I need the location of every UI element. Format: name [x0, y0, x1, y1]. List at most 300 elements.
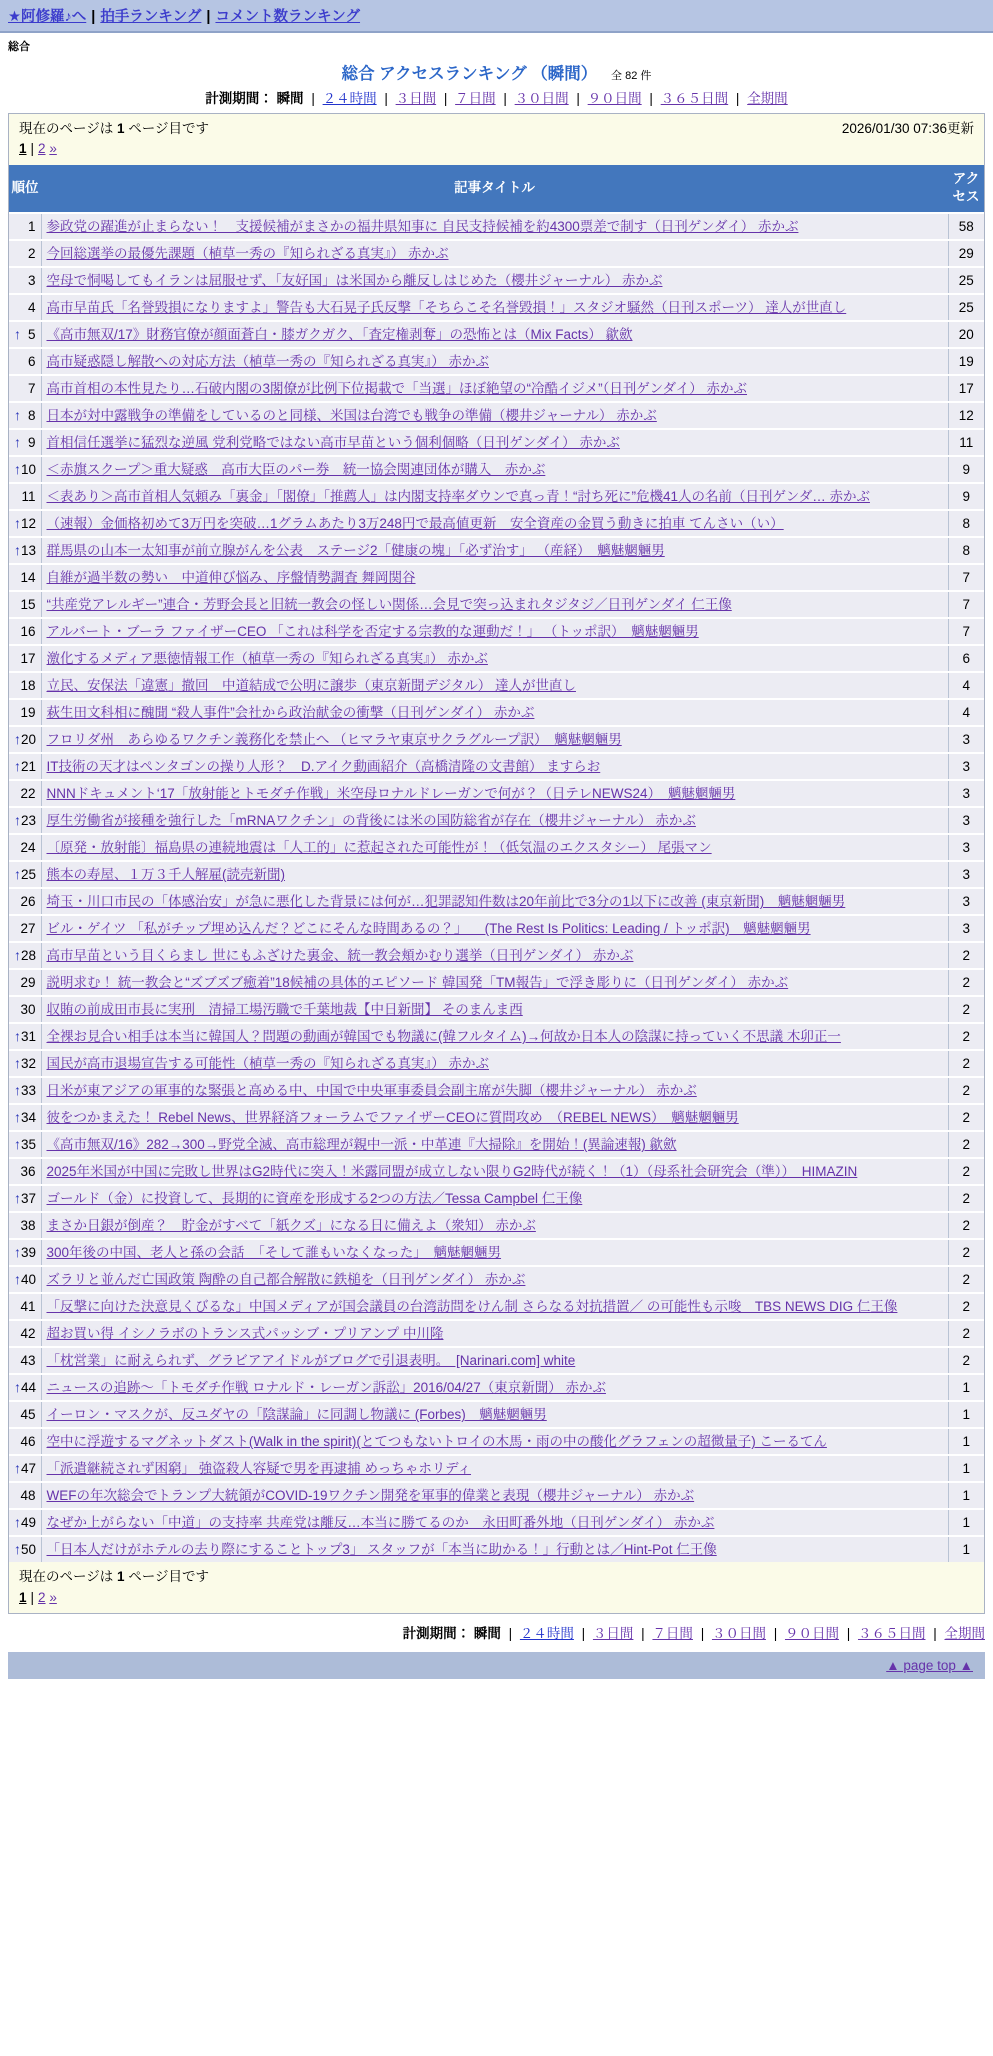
article-link[interactable]: 日本が対中露戦争の準備をしているのと同様、米国は台湾でも戦争の準備（櫻井ジャーナル） 赤かぶ	[46, 408, 657, 424]
table-row	[9, 1428, 984, 1455]
article-link[interactable]: 高市早苗氏「名誉毀損になりますよ」警告も大石晃子氏反撃「そちらこそ名誉毀損！」スタジオ騒然（日刊スポーツ） 達人が世直し	[46, 300, 847, 316]
rank-number: 18	[20, 678, 36, 694]
access-cell	[948, 1023, 984, 1050]
article-link[interactable]: （速報）金価格初めて3万円を突破…1グラムあたり3万248円で最高値更新 安全資産の金買う動きに拍車 てんさい（い）	[46, 516, 784, 532]
access-cell	[948, 1347, 984, 1374]
table-row	[9, 1293, 984, 1320]
separator: |	[645, 91, 657, 106]
table-row	[9, 402, 984, 429]
title-cell	[41, 1104, 948, 1131]
table-row	[9, 483, 984, 510]
page-current[interactable]: 1	[19, 1589, 27, 1605]
table-row	[9, 510, 984, 537]
access-cell	[948, 1293, 984, 1320]
rank-number: 31	[21, 1029, 37, 1045]
rank-number: 34	[21, 1110, 37, 1126]
rank-number: 26	[20, 894, 36, 910]
table-row	[9, 888, 984, 915]
article-link[interactable]: 説明求む！ 統一教会と“ズブズブ癒着”18候補の具体的エピソード 韓国発「TM報告」で浮き彫りに（日刊ゲンダイ） 赤かぶ	[46, 975, 789, 991]
rank-number: 43	[20, 1353, 36, 1369]
page-next-link[interactable]: »	[49, 141, 57, 157]
rank-number: 45	[20, 1407, 36, 1423]
rank-cell	[9, 1320, 41, 1347]
rank-number: 37	[21, 1191, 37, 1207]
updated-timestamp: 2026/01/30 07:36更新	[841, 121, 974, 136]
separator: |	[91, 9, 96, 25]
access-count: 2	[962, 1056, 970, 1072]
up-arrow-icon: ↑	[14, 542, 21, 559]
table-row	[9, 1185, 984, 1212]
article-link[interactable]: 「反撃に向けた決意見くびるな」中国メディアが国会議員の台湾訪問をけん制 さらなる対抗措置／ の可能性も示唆 TBS NEWS DIG 仁王像	[46, 1299, 898, 1315]
access-cell	[948, 861, 984, 888]
title-cell	[41, 1131, 948, 1158]
period-link[interactable]: ９０日間	[784, 1625, 839, 1641]
rank-cell	[9, 1158, 41, 1185]
access-count: 3	[962, 732, 970, 748]
topnav-link-comment-ranking[interactable]: コメント数ランキング	[215, 9, 361, 25]
article-link[interactable]: 2025年米国が中国に完敗し世界はG2時代に突入！米露同盟が成立しない限りG2時代が続く！（1）（母系社会研究会（準）） HIMAZIN	[46, 1164, 858, 1180]
page-top-bar	[8, 1652, 985, 1679]
access-count: 7	[962, 624, 970, 640]
rank-cell	[9, 645, 41, 672]
access-cell	[948, 807, 984, 834]
access-count: 3	[962, 894, 970, 910]
table-row	[9, 672, 984, 699]
title-column-header: 記事タイトル	[41, 165, 948, 214]
title-cell	[41, 699, 948, 726]
article-link[interactable]: 高市首相の本性見たり…石破内閣の3閣僚が比例下位掲載で「当選」ほぼ絶望の“冷酷イジメ”（日刊ゲンダイ） 赤かぶ	[46, 381, 748, 397]
period-label: 計測期間：	[402, 1625, 471, 1641]
up-arrow-icon: ↑	[14, 866, 21, 883]
access-count: 2	[962, 1245, 970, 1261]
period-link[interactable]: ７日間	[652, 1625, 693, 1641]
period-link[interactable]: ２４時間	[519, 1625, 574, 1641]
period-links	[307, 91, 787, 106]
title-cell	[41, 888, 948, 915]
article-link[interactable]: なぜか上がらない「中道」の支持率 共産党は離反…本当に勝てるのか 永田町番外地（日刊ゲンダイ） 赤かぶ	[46, 1515, 715, 1531]
table-row	[9, 1077, 984, 1104]
access-count: 4	[962, 678, 970, 694]
access-cell	[948, 1482, 984, 1509]
period-link[interactable]: 全期間	[747, 91, 788, 106]
title-cell	[41, 1050, 948, 1077]
current-period: 瞬間	[276, 91, 304, 106]
access-cell	[948, 618, 984, 645]
access-count: 2	[962, 1299, 970, 1315]
access-count: 29	[958, 246, 974, 262]
rank-cell	[9, 1239, 41, 1266]
article-link[interactable]: ＜表あり＞高市首相人気頼み「裏金」「閣僚」「推薦人」は内閣支持率ダウンで真っ青！“討ち死に”危機41人の名前（日刊ゲンダ… 赤かぶ	[46, 489, 870, 505]
rank-cell	[9, 780, 41, 807]
table-row	[9, 1401, 984, 1428]
period-link[interactable]: ３日間	[592, 1625, 634, 1641]
access-count: 3	[962, 840, 970, 856]
rank-number: 41	[20, 1299, 36, 1315]
rank-number: 12	[21, 516, 37, 532]
up-arrow-icon: ↑	[14, 1541, 21, 1558]
period-link[interactable]: ７日間	[455, 91, 496, 106]
rank-number: 22	[20, 786, 36, 802]
rank-number: 11	[21, 489, 36, 505]
access-cell	[948, 1266, 984, 1293]
title-cell	[41, 321, 948, 348]
article-link[interactable]: 《高市無双/17》財務官僚が顔面蒼白・膝ガクガク、「査定権剥奪」の恐怖とは（Mix Facts） 歙歛	[46, 327, 633, 343]
rank-cell	[9, 1077, 41, 1104]
title-cell	[41, 510, 948, 537]
rank-number: 19	[20, 705, 36, 721]
access-count: 20	[958, 327, 974, 343]
rank-number: 25	[21, 867, 37, 883]
rank-cell	[9, 294, 41, 321]
access-cell	[948, 645, 984, 672]
separator: |	[311, 91, 319, 106]
article-link[interactable]: WEFの年次総会でトランプ大統領がCOVID-19ワクチン開発を軍事的偉業と表現（櫻井ジャーナル） 赤かぶ	[46, 1488, 695, 1504]
article-link[interactable]: IT技術の天才はペンタゴンの操り人形？ D.アイク動画紹介（高橋清隆の文書館） ますらお	[46, 759, 601, 775]
access-cell	[948, 1536, 984, 1562]
topnav-link-home[interactable]: ★阿修羅♪へ	[8, 9, 87, 25]
article-link[interactable]: 厚生労働省が接種を強行した「mRNAワクチン」の背後には米の国防総省が存在（櫻井ジャーナル） 赤かぶ	[46, 813, 696, 829]
title-cell	[41, 483, 948, 510]
article-link[interactable]: ゴールド（金）に投資して、長期的に資産を形成する2つの方法／Tessa Campbel 仁王像	[46, 1191, 583, 1207]
article-link[interactable]: 空母で恫喝してもイランは屈服せず、「友好国」は米国から離反しはじめた（櫻井ジャーナル） 赤かぶ	[46, 273, 663, 289]
article-link[interactable]: 〔原発・放射能〕福島県の連続地震は「人工的」に惹起された可能性が！（低気温のエクスタシー） 尾張マン	[46, 840, 712, 856]
rank-cell	[9, 915, 41, 942]
separator: |	[696, 1625, 708, 1641]
table-row	[9, 1320, 984, 1347]
table-row	[9, 564, 984, 591]
title-cell	[41, 1428, 948, 1455]
article-link[interactable]: ＜赤旗スクープ＞重大疑惑 高市大臣のパー券 統一協会関連団体が購入 赤かぶ	[46, 462, 546, 478]
rank-cell	[9, 591, 41, 618]
separator: |	[380, 91, 392, 106]
category-label: 総合	[8, 41, 30, 53]
table-row	[9, 1266, 984, 1293]
access-cell	[948, 456, 984, 483]
article-link[interactable]: 「日本人だけがホテルの去り際にすることトップ3」 スタッフが「本当に助かる！」行動とは／Hint-Pot 仁王像	[46, 1542, 717, 1558]
rank-number: 21	[21, 759, 37, 775]
access-cell	[948, 969, 984, 996]
rank-number: 7	[27, 381, 36, 397]
title-cell	[41, 348, 948, 375]
title-cell	[41, 834, 948, 861]
article-link[interactable]: ビル・ゲイツ 「私がチップ埋め込んだ？どこにそんな時間あるの？」 (The Rest Is Politics: Leading / トッポ訳) 魑魅魍魎男	[46, 921, 811, 937]
rank-number: 13	[21, 543, 37, 559]
table-row	[9, 1239, 984, 1266]
access-cell	[948, 267, 984, 294]
rank-cell	[9, 1536, 41, 1562]
article-link[interactable]: ズラリと並んだ亡国政策 陶酔の自己都合解散に鉄槌を（日刊ゲンダイ） 赤かぶ	[46, 1272, 526, 1288]
ranking-panel	[8, 113, 985, 1614]
page-next-link[interactable]: »	[49, 1589, 57, 1605]
rank-cell	[9, 1428, 41, 1455]
table-row	[9, 240, 984, 267]
access-count: 2	[962, 1137, 970, 1153]
title-cell	[41, 564, 948, 591]
rank-number: 5	[27, 327, 36, 343]
title-cell	[41, 402, 948, 429]
rank-cell	[9, 996, 41, 1023]
up-arrow-icon: ↑	[14, 1190, 21, 1207]
access-cell	[948, 672, 984, 699]
period-link[interactable]: ９０日間	[587, 91, 642, 106]
article-link[interactable]: まさか日銀が倒産？ 貯金がすべて「紙クズ」になる日に備えよ（衆知） 赤かぶ	[46, 1218, 536, 1234]
table-row	[9, 537, 984, 564]
rank-number: 4	[27, 300, 36, 316]
topnav-link-clap-ranking[interactable]: 拍手ランキング	[100, 9, 202, 25]
access-cell	[948, 1320, 984, 1347]
title-cell	[41, 807, 948, 834]
table-row	[9, 591, 984, 618]
period-link[interactable]: 全期間	[944, 1625, 985, 1641]
separator: |	[508, 1625, 516, 1641]
rank-cell	[9, 321, 41, 348]
access-count: 2	[962, 1191, 970, 1207]
table-row	[9, 267, 984, 294]
table-row	[9, 1374, 984, 1401]
table-row	[9, 321, 984, 348]
up-arrow-icon: ↑	[14, 758, 21, 775]
access-count: 1	[962, 1461, 970, 1477]
access-count: 11	[959, 435, 974, 451]
article-link[interactable]: イーロン・マスクが、反ユダヤの「陰謀論」に同調し物議に (Forbes) 魑魅魍魎男	[46, 1407, 547, 1423]
article-link[interactable]: 熊本の寿屋、１万３千人解雇(読売新聞)	[46, 867, 285, 883]
access-count: 25	[958, 300, 974, 316]
table-row	[9, 834, 984, 861]
page-link-2[interactable]: 2	[38, 141, 46, 157]
access-cell	[948, 1509, 984, 1536]
access-cell	[948, 321, 984, 348]
table-row	[9, 1104, 984, 1131]
period-link[interactable]: ３日間	[395, 91, 437, 106]
table-row	[9, 375, 984, 402]
period-link[interactable]: ３６５日間	[857, 1625, 926, 1641]
access-count: 58	[958, 219, 974, 235]
article-link[interactable]: “共産党アレルギー”連合・芳野会長と旧統一教会の怪しい関係…会見で突っ込まれタジタジ／日刊ゲンダイ 仁王像	[46, 597, 732, 613]
separator: |	[769, 1625, 781, 1641]
table-row	[9, 1455, 984, 1482]
title-cell	[41, 753, 948, 780]
table-row	[9, 1536, 984, 1562]
separator: |	[842, 1625, 854, 1641]
rank-cell	[9, 348, 41, 375]
article-link[interactable]: 激化するメディア悪徳情報工作（植草一秀の『知られざる真実』） 赤かぶ	[46, 651, 488, 667]
up-arrow-icon: ↑	[14, 407, 21, 424]
access-count: 8	[962, 516, 970, 532]
title-cell	[41, 1401, 948, 1428]
table-row	[9, 807, 984, 834]
rank-number: 33	[21, 1083, 37, 1099]
table-row	[9, 861, 984, 888]
article-link[interactable]: 収賄の前成田市長に実刑 清掃工場汚職で千葉地裁【中日新聞】 そのまんま西	[46, 1002, 523, 1018]
table-row	[9, 915, 984, 942]
page-status: 現在のページは 1 ページ目です	[19, 121, 209, 136]
article-link[interactable]: NNNドキュメント‘17「放射能とトモダチ作戦」米空母ロナルドレーガンで何が？（日テレNEWS24） 魑魅魍魎男	[46, 786, 736, 802]
article-link[interactable]: 全裸お見合い相手は本当に韓国人？問題の動画が韓国でも物議に(韓フルタイム)→何故か日本人の陰謀に持っていく不思議 木卯正一	[46, 1029, 841, 1045]
rank-number: 14	[20, 570, 36, 586]
access-count: 8	[962, 543, 970, 559]
title-cell	[41, 726, 948, 753]
period-link[interactable]: ３６５日間	[660, 91, 729, 106]
article-link[interactable]: 高市早苗という目くらまし 世にもふざけた裏金、統一教会頬かむり選挙（日刊ゲンダイ） 赤かぶ	[46, 948, 634, 964]
access-cell	[948, 429, 984, 456]
period-link[interactable]: ３０日間	[711, 1625, 766, 1641]
title-cell	[41, 1536, 948, 1562]
access-cell	[948, 483, 984, 510]
access-count: 2	[962, 1110, 970, 1126]
article-link[interactable]: 超お買い得 イシノラボのトランス式パッシブ・プリアンプ 中川隆	[46, 1326, 444, 1342]
title-cell	[41, 213, 948, 240]
title-cell	[41, 429, 948, 456]
article-link[interactable]: 参政党の躍進が止まらない！ 支援候補がまさかの福井県知事に 自民支持候補を約4300票差で制す（日刊ゲンダイ） 赤かぶ	[46, 219, 799, 235]
access-count: 19	[958, 354, 974, 370]
rank-cell	[9, 1374, 41, 1401]
up-arrow-icon: ↑	[14, 1379, 21, 1396]
title-cell	[41, 1212, 948, 1239]
rank-cell	[9, 672, 41, 699]
access-count: 2	[962, 1326, 970, 1342]
rank-cell	[9, 1266, 41, 1293]
rank-cell	[9, 1509, 41, 1536]
title-cell	[41, 915, 948, 942]
page-current[interactable]: 1	[19, 141, 27, 157]
article-link[interactable]: 300年後の中国、老人と孫の会話 「そして誰もいなくなった」 魑魅魍魎男	[46, 1245, 502, 1261]
up-arrow-icon: ↑	[14, 1109, 21, 1126]
separator: |	[440, 91, 452, 106]
title-cell	[41, 537, 948, 564]
article-link[interactable]: 「枕営業」に耐えられず、グラビアアイドルがブログで引退表明。 [Narinari.com] white	[46, 1353, 576, 1369]
article-link[interactable]: 今回総選挙の最優先課題（植草一秀の『知られざる真実』） 赤かぶ	[46, 246, 449, 262]
article-link[interactable]: 自維が過半数の勢い 中道伸び悩み、序盤情勢調査 舞岡関谷	[46, 570, 416, 586]
title-cell	[41, 591, 948, 618]
article-link[interactable]: ニュースの追跡〜「トモダチ作戦 ロナルド・レーガン訴訟」2016/04/27（東京新聞） 赤かぶ	[46, 1380, 606, 1396]
access-cell	[948, 1158, 984, 1185]
table-row	[9, 456, 984, 483]
access-cell	[948, 1428, 984, 1455]
title-cell	[41, 240, 948, 267]
rank-cell	[9, 564, 41, 591]
access-count: 3	[962, 813, 970, 829]
article-link[interactable]: 空中に浮遊するマグネットダスト(Walk in the spirit)(とてつもないトロイの木馬・雨の中の酸化グラフェンの超微量子) こーるてん	[46, 1434, 827, 1450]
access-count: 3	[962, 867, 970, 883]
rank-column-header: 順位	[9, 165, 41, 214]
rank-cell	[9, 267, 41, 294]
rank-cell	[9, 240, 41, 267]
up-arrow-icon: ↑	[14, 1460, 21, 1477]
title-cell	[41, 672, 948, 699]
access-cell	[948, 294, 984, 321]
period-link[interactable]: ３０日間	[514, 91, 569, 106]
title-cell	[41, 1455, 948, 1482]
table-row	[9, 699, 984, 726]
top-nav-bar	[0, 0, 993, 33]
period-link[interactable]: ２４時間	[322, 91, 377, 106]
access-cell	[948, 834, 984, 861]
rank-cell	[9, 753, 41, 780]
article-link[interactable]: 高市疑惑隠し解散への対応方法（植草一秀の『知られざる真実』） 赤かぶ	[46, 354, 489, 370]
period-selector	[8, 1622, 985, 1642]
up-arrow-icon: ↑	[14, 812, 21, 829]
access-count: 1	[962, 1380, 970, 1396]
article-link[interactable]: 立民、安保法「違憲」撤回 中道結成で公明に譲歩（東京新聞デジタル） 達人が世直し	[46, 678, 576, 694]
access-count: 1	[962, 1515, 970, 1531]
rank-cell	[9, 510, 41, 537]
rank-cell	[9, 1401, 41, 1428]
access-count: 1	[962, 1434, 970, 1450]
title-cell	[41, 375, 948, 402]
ranking-table-body	[9, 213, 984, 1562]
rank-cell	[9, 942, 41, 969]
separator: |	[732, 91, 744, 106]
rank-cell	[9, 456, 41, 483]
article-link[interactable]: 日米が東アジアの軍事的な緊張と高める中、中国で中央軍事委員会副主席が失脚（櫻井ジャーナル） 赤かぶ	[46, 1083, 697, 1099]
rank-cell	[9, 1050, 41, 1077]
article-link[interactable]: 彼をつかまえた！ Rebel News、世界経済フォーラムでファイザーCEOに質問攻め （REBEL NEWS） 魑魅魍魎男	[46, 1110, 739, 1126]
article-link[interactable]: 群馬県の山本一太知事が前立腺がんを公表 ステージ2「健康の塊」「必ず治す」 （産経） 魑魅魍魎男	[46, 543, 665, 559]
access-cell	[948, 510, 984, 537]
table-row	[9, 942, 984, 969]
page-link-2[interactable]: 2	[38, 1589, 46, 1605]
article-link[interactable]: 埼玉・川口市民の「体感治安」が急に悪化した背景には何が…犯罪認知件数は20年前比で3分の1以下に改善 (東京新聞) 魑魅魍魎男	[46, 894, 846, 910]
table-header-row	[9, 165, 984, 214]
rank-cell	[9, 429, 41, 456]
title-cell	[41, 1482, 948, 1509]
access-count: 2	[962, 1353, 970, 1369]
rank-number: 47	[21, 1461, 37, 1477]
title-cell	[41, 294, 948, 321]
article-link[interactable]: 首相信任選挙に猛烈な逆風 党利党略ではない高市早苗という個利個略（日刊ゲンダイ） 赤かぶ	[46, 435, 620, 451]
up-arrow-icon: ↑	[14, 1271, 21, 1288]
article-link[interactable]: 萩生田文科相に醜聞 “殺人事件”会社から政治献金の衝撃（日刊ゲンダイ） 赤かぶ	[46, 705, 535, 721]
access-cell	[948, 1212, 984, 1239]
title-cell	[41, 1077, 948, 1104]
rank-cell	[9, 618, 41, 645]
total-count: 全 82 件	[611, 70, 652, 82]
access-count: 1	[962, 1488, 970, 1504]
rank-number: 6	[27, 354, 36, 370]
rank-cell	[9, 1455, 41, 1482]
article-link[interactable]: 《高市無双/16》282→300→野党全滅、高市総理が親中一派・中革連『大掃除』を開始！(異論速報) 歙歛	[46, 1137, 677, 1153]
rank-cell	[9, 1347, 41, 1374]
article-link[interactable]: フロリダ州 あらゆるワクチン義務化を禁止へ （ヒマラヤ東京サクラグループ訳） 魑魅魍魎男	[46, 732, 622, 748]
rank-cell	[9, 834, 41, 861]
up-arrow-icon: ↑	[14, 515, 21, 532]
access-count: 7	[962, 570, 970, 586]
period-links	[505, 1626, 985, 1641]
access-count: 25	[958, 273, 974, 289]
rank-number: 38	[20, 1218, 36, 1234]
rank-cell	[9, 1212, 41, 1239]
article-link[interactable]: 「派遣継続されず困窮」 強盗殺人容疑で男を再逮捕 めっちゃホリディ	[46, 1461, 472, 1477]
up-arrow-icon: ↑	[14, 731, 21, 748]
page-top-link[interactable]: ▲ page top ▲	[886, 1657, 973, 1673]
table-row	[9, 1212, 984, 1239]
rank-number: 16	[20, 624, 36, 640]
title-cell	[41, 1374, 948, 1401]
article-link[interactable]: 国民が高市退場宣告する可能性（植草一秀の『知られざる真実』） 赤かぶ	[46, 1056, 489, 1072]
table-row	[9, 753, 984, 780]
table-row	[9, 294, 984, 321]
pagination-bottom	[9, 1562, 984, 1613]
page-title: 総合 アクセスランキング （瞬間）	[341, 65, 598, 83]
rank-number: 10	[21, 462, 37, 478]
title-cell	[41, 1347, 948, 1374]
access-cell	[948, 996, 984, 1023]
rank-number: 32	[21, 1056, 37, 1072]
article-link[interactable]: アルバート・ブーラ ファイザーCEO 「これは科学を否定する宗教的な運動だ！」 （トッポ訳） 魑魅魍魎男	[46, 624, 699, 640]
access-count: 3	[962, 786, 970, 802]
table-row	[9, 429, 984, 456]
rank-number: 1	[27, 219, 36, 235]
